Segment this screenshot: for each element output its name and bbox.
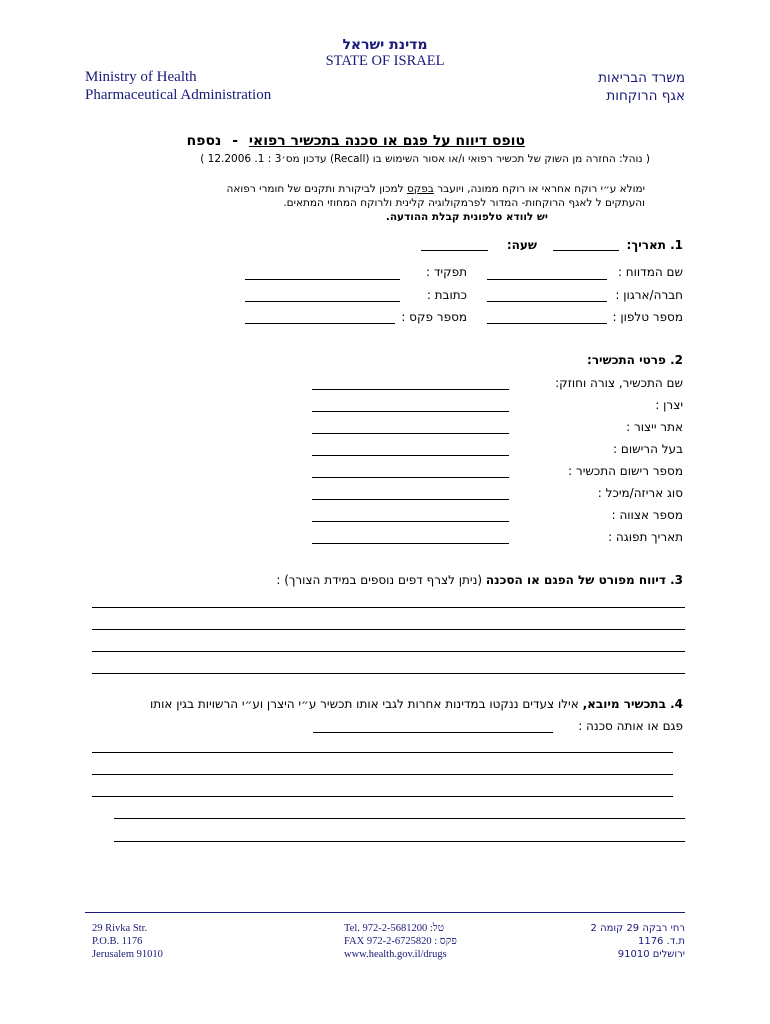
ministry-name-hebrew: משרד הבריאות (598, 70, 685, 86)
time-field[interactable] (421, 250, 488, 251)
fax-label: מספר פקס : (401, 310, 467, 324)
instructions-text-b: למכון לביקורת ותקנים של חומרי רפואה (226, 183, 404, 195)
footer-city-hebrew: ירושלים 91010 (617, 949, 685, 960)
company-field[interactable] (487, 301, 607, 302)
footer-phone: Tel. 972-2-5681200 :טל (344, 923, 445, 934)
registration-number-label: מספר רישום התכשיר : (568, 464, 683, 478)
instructions-line-3: יש לוודא טלפונית קבלת ההודעה. (385, 211, 548, 223)
date-field[interactable] (553, 250, 619, 251)
reporter-name-field[interactable] (487, 279, 607, 280)
state-name-english: STATE OF ISRAEL (325, 53, 445, 69)
import-actions-line-4[interactable] (92, 796, 673, 797)
manufacturing-site-field[interactable] (312, 433, 509, 434)
procedure-reference: ( נוהל: החזרה מן השוק של תכשיר רפואי ו/או אסור השימוש בו (Recall) עדכון מס׳3 : 1. 12.2006 ) (200, 153, 650, 165)
section2-heading: 2. פרטי התכשיר: (587, 353, 683, 367)
instructions-line-1 (227, 183, 645, 195)
section4-text-line-2: פגם או אותה סכנה : (578, 719, 683, 733)
package-type-field[interactable] (312, 499, 509, 500)
section3-note: (ניתן לצרף דפים נוספים במידת הצורך) : (276, 573, 483, 587)
appendix-label: נספח (186, 133, 222, 149)
phone-label: מספר טלפון : (612, 310, 683, 324)
admin-name-english: Pharmaceutical Administration (85, 87, 272, 103)
section4-heading-row (150, 697, 683, 711)
manufacturer-field[interactable] (312, 411, 509, 412)
footer-divider (85, 912, 685, 913)
manufacturer-label: יצרן : (655, 398, 683, 412)
batch-number-field[interactable] (312, 521, 509, 522)
manufacturing-site-label: אתר ייצור : (626, 420, 683, 434)
expiry-date-label: תאריך תפוגה : (608, 530, 683, 544)
footer-address-english (92, 922, 163, 961)
role-label: תפקיד : (426, 265, 467, 279)
product-name-label: שם התכשיר, צורה וחוזק: (555, 376, 683, 390)
defect-report-line-2[interactable] (92, 629, 685, 630)
batch-number-label: מספר אצווה : (611, 508, 683, 522)
footer-pob-hebrew: ת.ד. 1176 (637, 936, 685, 947)
registration-number-field[interactable] (312, 477, 509, 478)
admin-name-hebrew: אגף הרוקחות (606, 88, 685, 104)
import-actions-line-2[interactable] (92, 752, 673, 753)
section4-text: אילו צעדים ננקטו במדינות אחרות לגבי אותו תכשיר ע״י היצרן וע״י הרשויות בגין אותו (149, 697, 579, 711)
import-actions-line-3[interactable] (92, 774, 673, 775)
reporter-name-label: שם המדווח : (617, 265, 683, 279)
role-field[interactable] (245, 279, 400, 280)
section4-heading: 4. בתכשיר מיובא, (582, 697, 683, 711)
registration-holder-field[interactable] (312, 455, 509, 456)
footer-city: Jerusalem 91010 (92, 949, 163, 960)
instructions-line-2: והעתקים ל לאגף הרוקחות- המדור לפרמקולוגיה קלינית ולרוקח המחוזי המתאים. (283, 197, 645, 209)
address-label: כתובת : (426, 288, 467, 302)
defect-report-line-1[interactable] (92, 607, 685, 608)
product-name-field[interactable] (312, 389, 509, 390)
date-label: 1. תאריך: (626, 238, 683, 252)
instructions-fax-word: בפקס (406, 183, 434, 195)
instructions-text-a: ימולא ע״י רוקח אחראי או רוקח ממונה, ויועבר (437, 183, 645, 195)
import-actions-line-5[interactable] (114, 818, 685, 819)
import-actions-line-6[interactable] (114, 841, 685, 842)
footer-pob: P.O.B. 1176 (92, 936, 143, 947)
phone-field[interactable] (487, 323, 607, 324)
state-name-hebrew: מדינת ישראל (342, 37, 428, 53)
package-type-label: סוג אריזה/מיכל : (597, 486, 683, 500)
footer-street: 29 Rivka Str. (92, 923, 148, 934)
footer-address-hebrew (591, 922, 685, 961)
import-actions-line-1[interactable] (313, 732, 553, 733)
footer-website[interactable]: www.health.gov.il/drugs (344, 949, 447, 960)
registration-holder-label: בעל הרישום : (613, 442, 683, 456)
section3-heading: 3. דיווח מפורט של הפגם או הסכנה (485, 573, 683, 587)
footer-street-hebrew: רחי רבקה 29 קומה 2 (590, 923, 685, 934)
expiry-date-field[interactable] (312, 543, 509, 544)
address-field[interactable] (245, 301, 400, 302)
form-title-row (187, 133, 525, 149)
defect-report-line-3[interactable] (92, 651, 685, 652)
defect-report-line-4[interactable] (92, 673, 685, 674)
section3-heading-row (276, 573, 683, 587)
form-title: טופס דיווח על פגם או סכנה בתכשיר רפואי (248, 133, 525, 149)
company-label: חברה/ארגון : (615, 288, 683, 302)
title-separator: - (232, 133, 239, 149)
ministry-name-english: Ministry of Health (85, 69, 197, 85)
footer-contact (344, 922, 457, 961)
footer-fax: FAX 972-2-6725820 : פקס (344, 936, 457, 947)
time-label: שעה: (506, 238, 537, 252)
fax-field[interactable] (245, 323, 395, 324)
